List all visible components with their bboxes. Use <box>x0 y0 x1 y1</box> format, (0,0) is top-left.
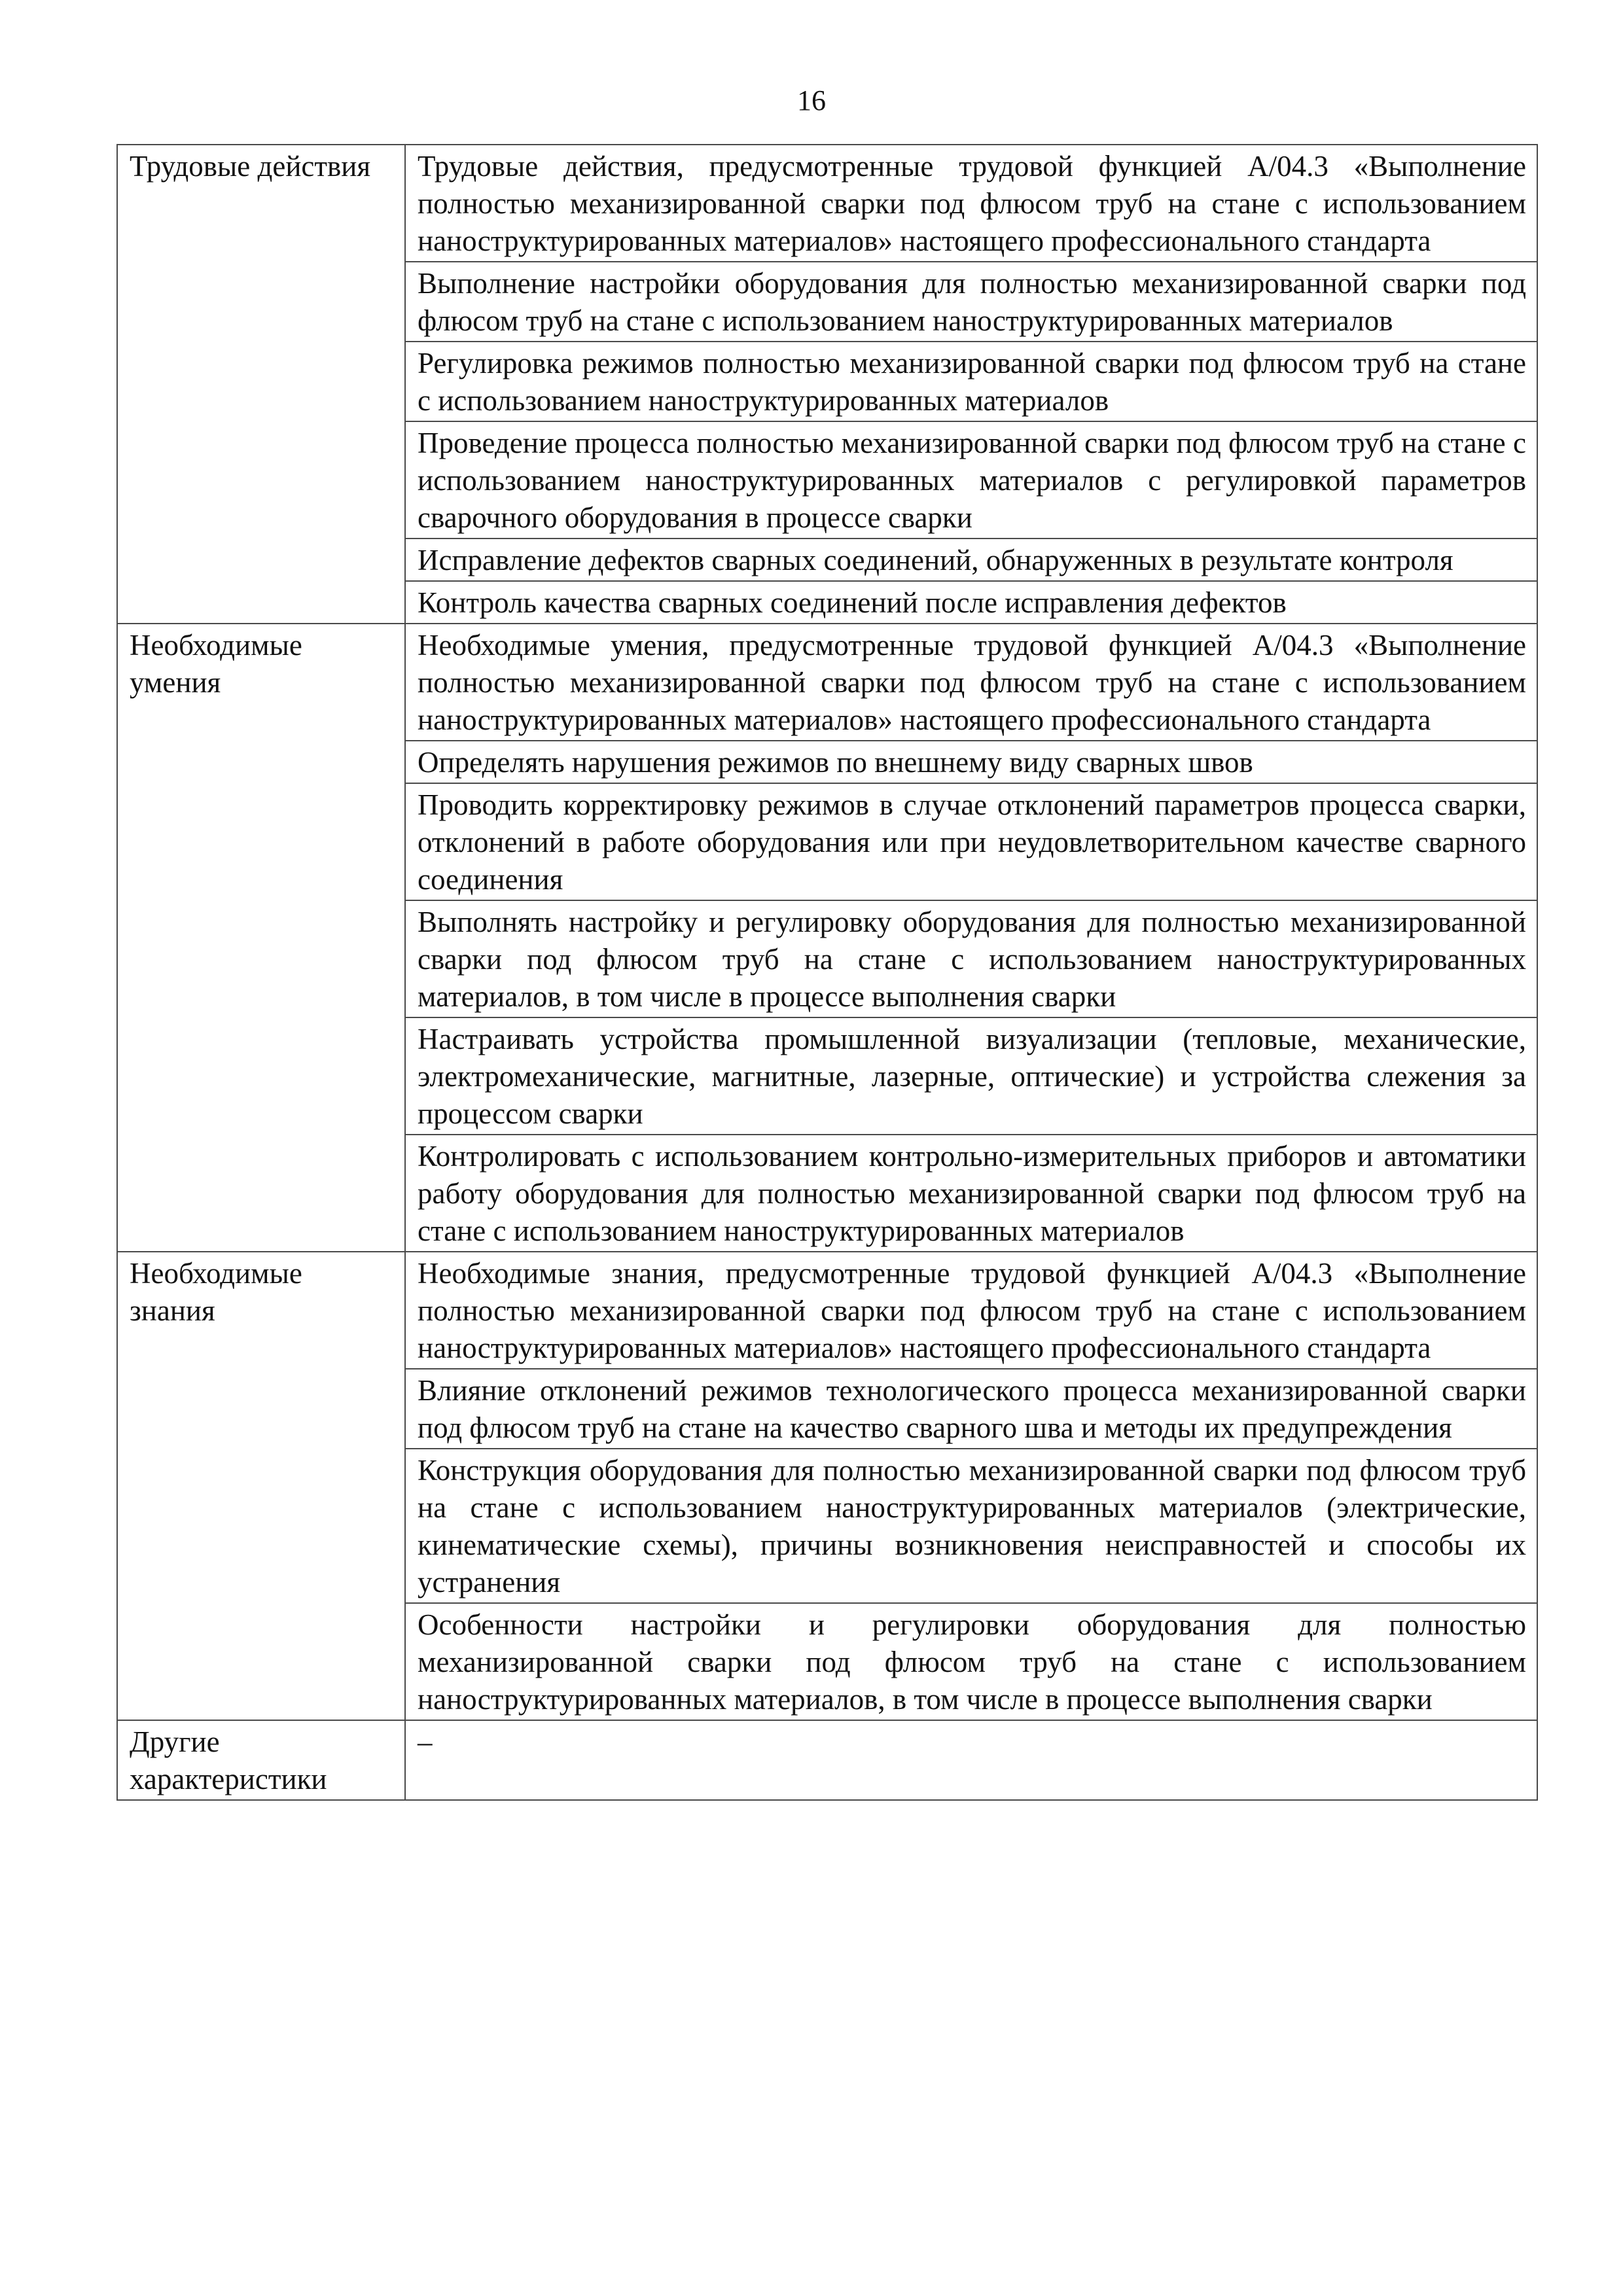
table-row <box>117 1252 1537 1369</box>
required-skill-item: Выполнять настройку и регулировку оборудования для полностью механизированной сварки под флюсом труб на стане с использованием наноструктурированных материалов, в том числе в процессе выполнения сварки <box>405 900 1537 1017</box>
section-label-labor-actions: Трудовые действия <box>117 145 405 624</box>
labor-action-item: Выполнение настройки оборудования для полностью механизированной сварки под флюсом труб на стане с использованием наноструктурированных материалов <box>405 262 1537 342</box>
section-label-required-skills: Необходимые умения <box>117 624 405 1252</box>
labor-action-item: Регулировка режимов полностью механизированной сварки под флюсом труб на стане с использованием наноструктурированных материалов <box>405 342 1537 421</box>
page-number: 16 <box>797 84 826 116</box>
other-characteristics-value: – <box>405 1720 1537 1800</box>
required-skill-item: Необходимые умения, предусмотренные трудовой функцией А/04.3 «Выполнение полностью механизированной сварки под флюсом труб на стане с использованием наноструктурированных материалов» настоящего профессионального стандарта <box>405 624 1537 741</box>
professional-standard-table <box>116 144 1538 1801</box>
required-skill-item: Проводить корректировку режимов в случае отклонений параметров процесса сварки, отклонений в работе оборудования или при неудовлетворительном качестве сварного соединения <box>405 783 1537 900</box>
table-row <box>117 624 1537 741</box>
labor-action-item: Исправление дефектов сварных соединений, обнаруженных в результате контроля <box>405 539 1537 581</box>
required-knowledge-item: Необходимые знания, предусмотренные трудовой функцией А/04.3 «Выполнение полностью механизированной сварки под флюсом труб на стане с использованием наноструктурированных материалов» настоящего профессионального стандарта <box>405 1252 1537 1369</box>
required-skill-item: Определять нарушения режимов по внешнему виду сварных швов <box>405 741 1537 783</box>
section-label-required-knowledge: Необходимые знания <box>117 1252 405 1720</box>
section-label-other-characteristics: Другие характеристики <box>117 1720 405 1800</box>
table-row <box>117 1720 1537 1800</box>
labor-action-item: Проведение процесса полностью механизированной сварки под флюсом труб на стане с использованием наноструктурированных материалов с регулировкой параметров сварочного оборудования в процессе сварки <box>405 421 1537 539</box>
required-knowledge-item: Особенности настройки и регулировки оборудования для полностью механизированной сварки под флюсом труб на стане с использованием наноструктурированных материалов, в том числе в процессе выполнения сварки <box>405 1603 1537 1720</box>
required-skill-item: Настраивать устройства промышленной визуализации (тепловые, механические, электромеханические, магнитные, лазерные, оптические) и устройства слежения за процессом сварки <box>405 1017 1537 1135</box>
table-row <box>117 145 1537 262</box>
required-skill-item: Контролировать с использованием контрольно-измерительных приборов и автоматики работу оборудования для полностью механизированной сварки под флюсом труб на стане с использованием наноструктурированных материалов <box>405 1135 1537 1252</box>
required-knowledge-item: Конструкция оборудования для полностью механизированной сварки под флюсом труб на стане с использованием наноструктурированных материалов (электрические, кинематические схемы), причины возникновения неисправностей и способы их устранения <box>405 1449 1537 1603</box>
labor-action-item: Контроль качества сварных соединений после исправления дефектов <box>405 581 1537 624</box>
required-knowledge-item: Влияние отклонений режимов технологического процесса механизированной сварки под флюсом труб на стане на качество сварного шва и методы их предупреждения <box>405 1369 1537 1449</box>
labor-action-item: Трудовые действия, предусмотренные трудовой функцией А/04.3 «Выполнение полностью механизированной сварки под флюсом труб на стане с использованием наноструктурированных материалов» настоящего профессионального стандарта <box>405 145 1537 262</box>
